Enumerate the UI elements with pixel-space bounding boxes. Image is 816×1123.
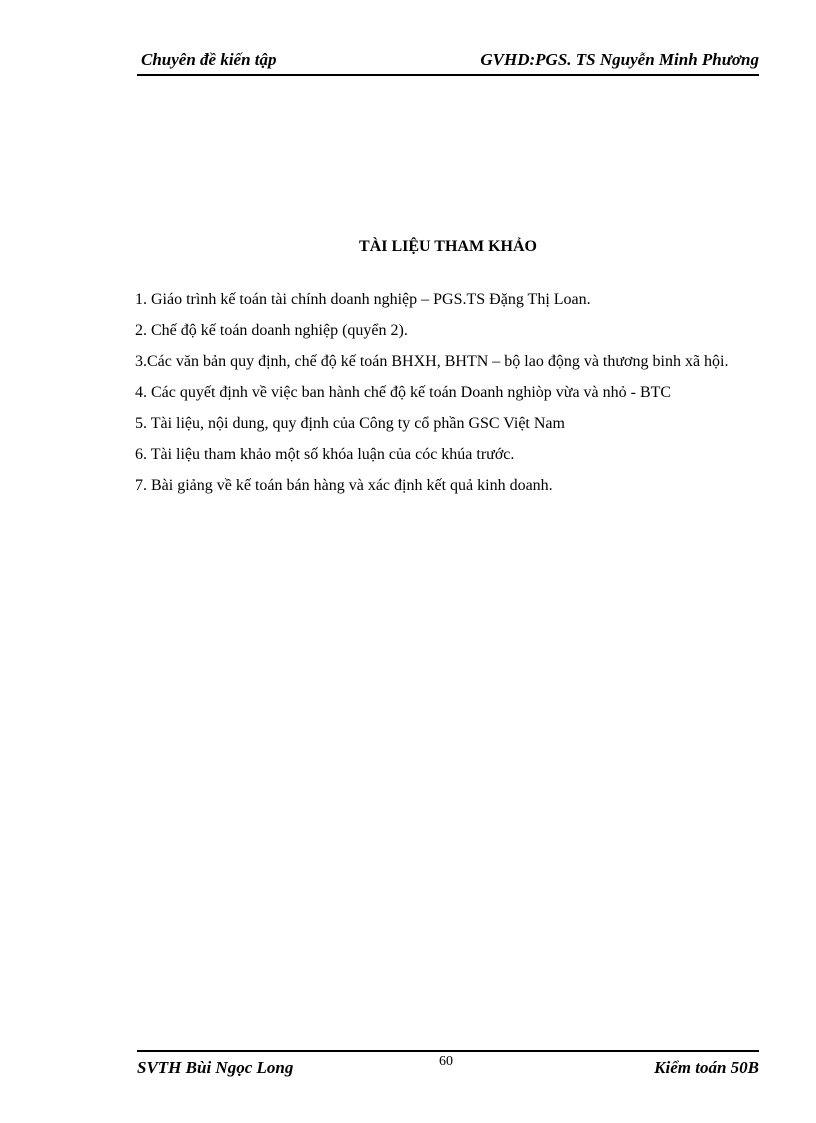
page-header <box>137 46 759 76</box>
reference-item: 5. Tài liệu, nội dung, quy định của Công ty cổ phần GSC Việt Nam <box>135 415 565 432</box>
reference-item: 1. Giáo trình kế toán tài chính doanh nghiệp – PGS.TS Đặng Thị Loan. <box>135 291 591 308</box>
page-footer <box>137 1050 759 1082</box>
header-topic: Chuyên đề kiến tập <box>141 50 277 69</box>
reference-item: 3.Các văn bản quy định, chế độ kế toán BHXH, BHTN – bộ lao động và thương binh xã hội. <box>135 353 729 370</box>
reference-item: 2. Chế độ kế toán doanh nghiệp (quyển 2). <box>135 322 408 339</box>
footer-class: Kiểm toán 50B <box>654 1058 759 1077</box>
page-title: TÀI LIỆU THAM KHẢO <box>359 238 537 255</box>
reference-item: 6. Tài liệu tham khảo một số khóa luận của cóc khúa trước. <box>135 446 515 463</box>
reference-list <box>135 284 757 501</box>
footer-student: SVTH Bùi Ngọc Long <box>137 1058 294 1077</box>
header-advisor: GVHD:PGS. TS Nguyễn Minh Phương <box>480 50 759 69</box>
page-number: 60 <box>439 1054 453 1069</box>
reference-item: 4. Các quyết định về việc ban hành chế độ kế toán Doanh nghiòp vừa và nhỏ - BTC <box>135 384 672 401</box>
reference-item: 7. Bài giảng về kế toán bán hàng và xác định kết quả kinh doanh. <box>135 477 553 494</box>
